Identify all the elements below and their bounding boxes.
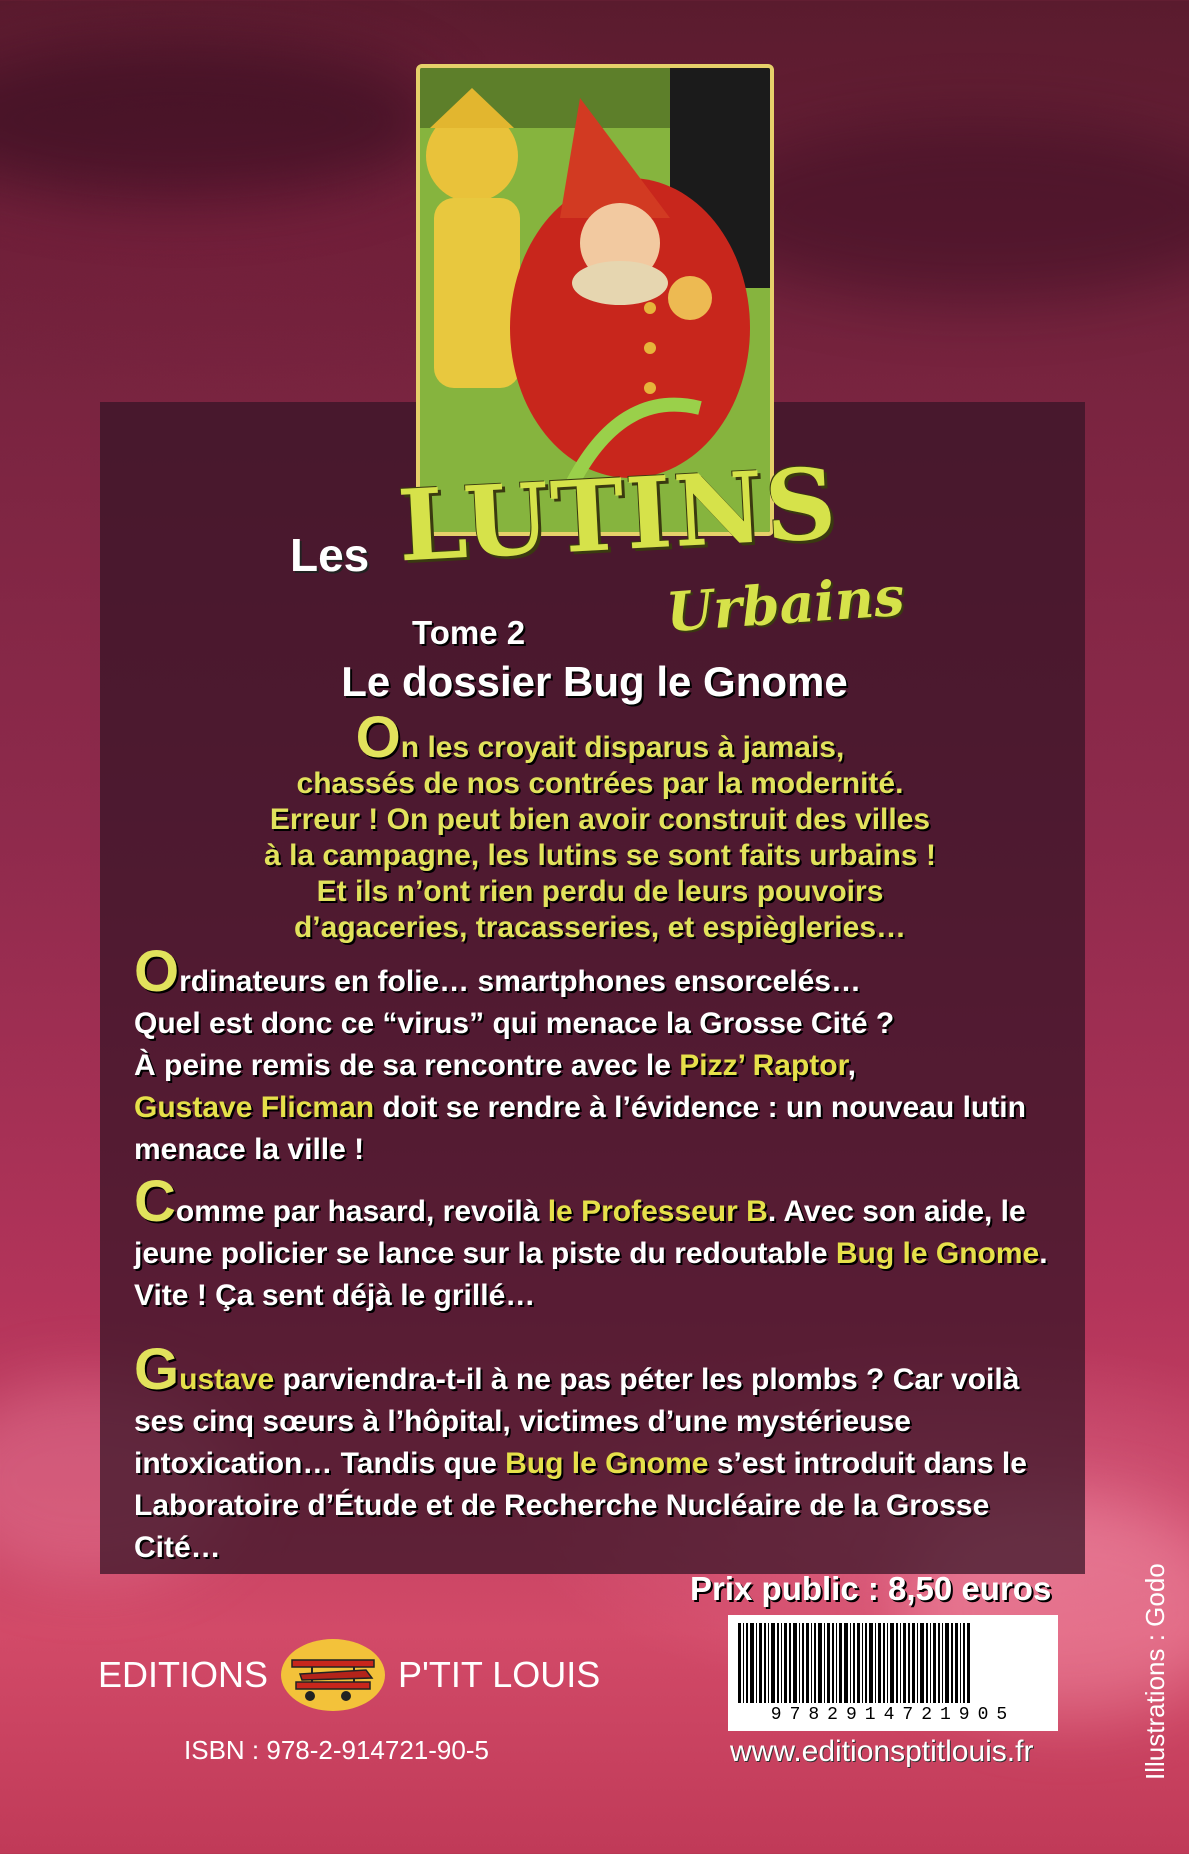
synopsis-paragraph-1: [134, 939, 1054, 1171]
paragraph-text: . Vite ! Ça sent déjà le grillé…: [134, 1237, 1048, 1312]
synopsis-paragraph-2: [134, 1169, 1054, 1317]
book-title: Le dossier Bug le Gnome: [341, 658, 848, 705]
highlight-name: ustave: [179, 1363, 275, 1396]
intro-line: Et ils n’ont rien perdu de leurs pouvoirs: [316, 875, 884, 908]
biplane-icon: [280, 1638, 386, 1712]
barcode: [728, 1615, 1058, 1731]
paragraph-text: s’est introduit dans le Laboratoire d’Étude et de Recherche Nucléaire de la Grosse Cité…: [134, 1447, 1027, 1564]
publisher-name-left: EDITIONS: [98, 1654, 269, 1695]
intro-line: chassés de nos contrées par la modernité.: [296, 767, 904, 800]
drop-cap: G: [134, 1337, 180, 1402]
price-label: Prix public : 8,50 euros: [690, 1570, 1052, 1607]
paragraph-text: Quel est donc ce “virus” qui menace la Grosse Cité ?: [134, 1007, 895, 1040]
paragraph-text: rdinateurs en folie… smartphones ensorcelés…: [179, 965, 861, 998]
barcode-bars: [738, 1623, 1048, 1703]
paragraph-text: ,: [847, 1049, 856, 1082]
publisher-website: www.editionsptitlouis.fr: [730, 1735, 1034, 1768]
isbn-label: ISBN : 978-2-914721-90-5: [184, 1735, 489, 1765]
intro-line: Erreur ! On peut bien avoir construit des villes: [269, 803, 931, 836]
highlight-name: Pizz’ Raptor: [679, 1049, 848, 1082]
drop-cap: O: [134, 939, 180, 1004]
illustrator-credit: Illustrations : Godo: [1140, 1563, 1170, 1780]
paragraph-text: omme par hasard, revoilà: [175, 1195, 548, 1228]
series-title-suffix: Urbains: [664, 563, 907, 645]
paragraph-text: parviendra-t-il à ne pas péter les plombs ? Car voilà ses cinq sœurs à l’hôpital, victimes d’une mystérieuse intoxication… Tandis que: [134, 1363, 1020, 1480]
background-cloud: [0, 40, 440, 200]
highlight-name: le Professeur B: [547, 1195, 768, 1228]
highlight-name: Bug le Gnome: [835, 1237, 1040, 1270]
intro-line: d’agaceries, tracasseries, et espiègleries…: [293, 911, 907, 944]
series-title-main: LUTINS: [395, 446, 841, 585]
publisher-name-right: P'TIT LOUIS: [398, 1654, 601, 1695]
series-title-prefix: Les: [290, 529, 370, 581]
intro-line: à la campagne, les lutins se sont faits urbains !: [264, 839, 936, 872]
barcode-number: 9782914721905: [770, 1705, 1016, 1725]
drop-cap: O: [355, 705, 401, 770]
highlight-name: Bug le Gnome: [505, 1447, 709, 1480]
synopsis-paragraph-3: [134, 1337, 1054, 1569]
publisher-logo: [98, 1638, 600, 1712]
highlight-name: Gustave Flicman: [134, 1091, 375, 1124]
intro-line: n les croyait disparus à jamais,: [400, 731, 845, 764]
paragraph-text: À peine remis de sa rencontre avec le: [134, 1049, 680, 1082]
paragraph-text: doit se rendre à l’évidence : un nouveau lutin menace la ville !: [134, 1091, 1026, 1166]
paragraph-text: . Avec son aide, le jeune policier se lance sur la piste du redoutable: [134, 1195, 1026, 1270]
volume-label: Tome 2: [412, 614, 526, 651]
intro-blurb: [140, 705, 1060, 946]
drop-cap: C: [134, 1169, 176, 1234]
